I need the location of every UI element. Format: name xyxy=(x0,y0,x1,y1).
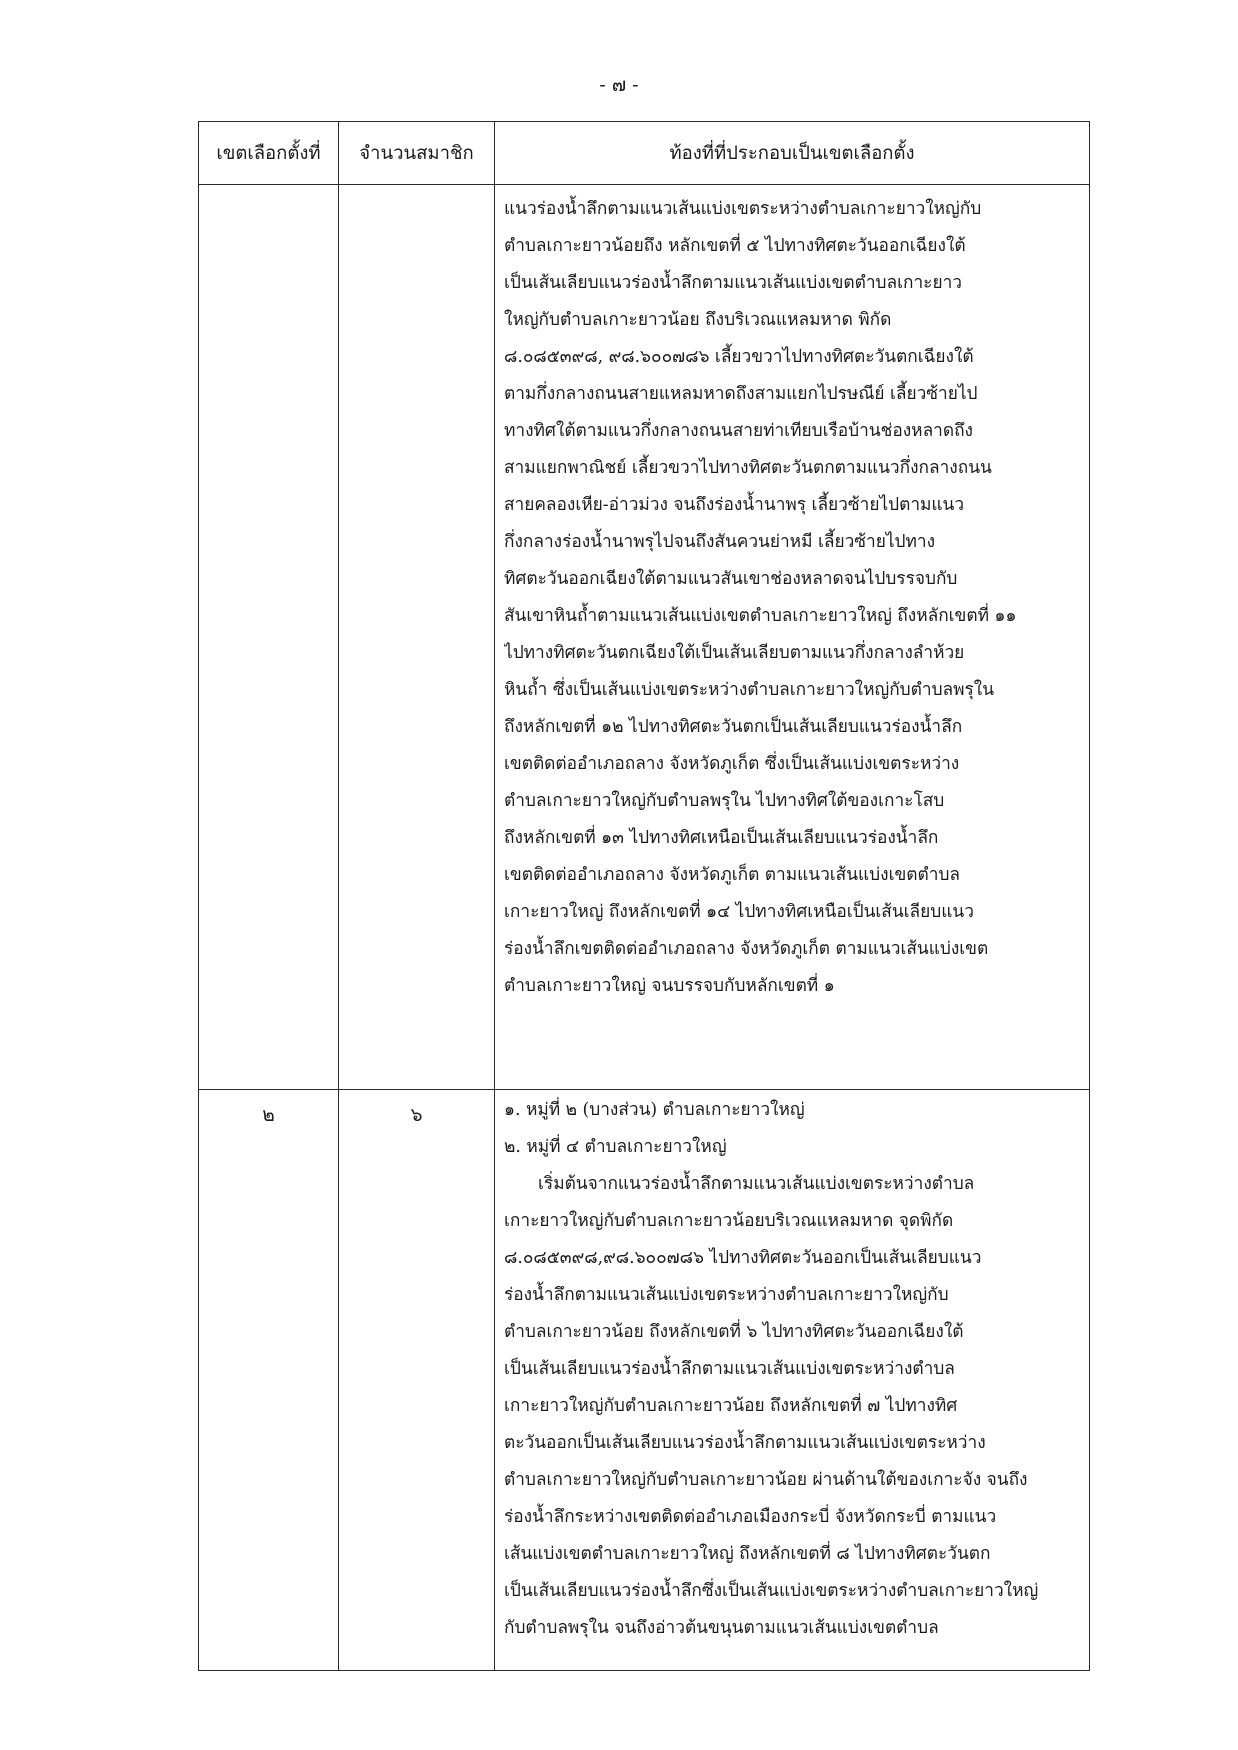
area-description-cell xyxy=(495,185,1090,1090)
description-line: ใหญ่กับตำบลเกาะยาวน้อย ถึงบริเวณแหลมหาด พิกัด xyxy=(504,310,892,330)
district-number-cell xyxy=(199,185,339,1090)
description-line: ไปทางทิศตะวันตกเฉียงใต้เป็นเส้นเลียบตามแนวกึ่งกลางลำห้วย xyxy=(504,643,965,663)
description-line: เกาะยาวใหญ่กับตำบลเกาะยาวน้อย ถึงหลักเขตที่ ๗ ไปทางทิศ xyxy=(504,1396,958,1416)
description-line: ตำบลเกาะยาวใหญ่ จนบรรจบกับหลักเขตที่ ๑ xyxy=(504,976,835,996)
description-line: ทิศตะวันออกเฉียงใต้ตามแนวสันเขาช่องหลาดจนไปบรรจบกับ xyxy=(504,569,958,589)
description-line: เขตติดต่ออำเภอถลาง จังหวัดภูเก็ต ตามแนวเส้นแบ่งเขตตำบล xyxy=(504,865,961,885)
header-member-count: จำนวนสมาชิก xyxy=(339,122,495,185)
description-line: ถึงหลักเขตที่ ๑๓ ไปทางทิศเหนือเป็นเส้นเลียบแนวร่องน้ำลึก xyxy=(504,828,939,848)
description-line: ๘.๐๘๕๓๙๘, ๙๘.๖๐๐๗๘๖ เลี้ยวขวาไปทางทิศตะวันตกเฉียงใต้ xyxy=(504,347,974,367)
description-line: เส้นแบ่งเขตตำบลเกาะยาวใหญ่ ถึงหลักเขตที่ ๘ ไปทางทิศตะวันตก xyxy=(504,1544,991,1564)
description-line: เกาะยาวใหญ่กับตำบลเกาะยาวน้อยบริเวณแหลมหาด จุดพิกัด xyxy=(504,1211,954,1231)
description-line: เป็นเส้นเลียบแนวร่องน้ำลึกตามแนวเส้นแบ่งเขตตำบลเกาะยาว xyxy=(504,273,962,293)
area-description-cell xyxy=(495,1090,1090,1671)
description-line: สายคลองเหีย-อ่าวม่วง จนถึงร่องน้ำนาพรุ เลี้ยวซ้ายไปตามแนว xyxy=(504,495,965,515)
description-line: ๘.๐๘๕๓๙๘,๙๘.๖๐๐๗๘๖ ไปทางทิศตะวันออกเป็นเส้นเลียบแนว xyxy=(504,1248,982,1268)
description-line: กึ่งกลางร่องน้ำนาพรุไปจนถึงสันควนย่าหมี เลี้ยวซ้ายไปทาง xyxy=(504,532,936,552)
description-line: สันเขาหินถ้ำตามแนวเส้นแบ่งเขตตำบลเกาะยาวใหญ่ ถึงหลักเขตที่ ๑๑ xyxy=(504,606,1017,626)
description-line: ร่องน้ำลึกระหว่างเขตติดต่ออำเภอเมืองกระบี่ จังหวัดกระบี่ ตามแนว xyxy=(504,1507,997,1527)
village-list-item: ๒. หมู่ที่ ๔ ตำบลเกาะยาวใหญ่ xyxy=(504,1137,727,1157)
member-count-cell: ๖ xyxy=(339,1090,495,1671)
description-line: ตำบลเกาะยาวใหญ่กับตำบลพรุใน ไปทางทิศใต้ของเกาะโสบ xyxy=(504,791,945,811)
description-line: เกาะยาวใหญ่ ถึงหลักเขตที่ ๑๔ ไปทางทิศเหนือเป็นเส้นเลียบแนว xyxy=(504,902,974,922)
description-line: ถึงหลักเขตที่ ๑๒ ไปทางทิศตะวันตกเป็นเส้นเลียบแนวร่องน้ำลึก xyxy=(504,717,963,737)
description-line: แนวร่องน้ำลึกตามแนวเส้นแบ่งเขตระหว่างตำบลเกาะยาวใหญ่กับ xyxy=(504,199,982,219)
district-number-cell: ๒ xyxy=(199,1090,339,1671)
description-line: ร่องน้ำลึกตามแนวเส้นแบ่งเขตระหว่างตำบลเกาะยาวใหญ่กับ xyxy=(504,1285,949,1305)
description-line: ทางทิศใต้ตามแนวกึ่งกลางถนนสายท่าเทียบเรือบ้านช่องหลาดถึง xyxy=(504,421,973,441)
table-header-row xyxy=(199,122,1090,185)
description-line: เริ่มต้นจากแนวร่องน้ำลึกตามแนวเส้นแบ่งเขตระหว่างตำบล xyxy=(538,1174,975,1194)
member-count-cell xyxy=(339,185,495,1090)
description-line: ตามกึ่งกลางถนนสายแหลมหาดถึงสามแยกไปรษณีย์ เลี้ยวซ้ายไป xyxy=(504,384,978,404)
description-line: สามแยกพาณิชย์ เลี้ยวขวาไปทางทิศตะวันตกตามแนวกึ่งกลางถนน xyxy=(504,458,992,478)
table-row xyxy=(199,1090,1090,1671)
description-line: ร่องน้ำลึกเขตติดต่ออำเภอถลาง จังหวัดภูเก็ต ตามแนวเส้นแบ่งเขต xyxy=(504,939,989,959)
page-number: - ๗ - xyxy=(599,74,639,96)
header-district-no: เขตเลือกตั้งที่ xyxy=(199,122,339,185)
description-line: ตะวันออกเป็นเส้นเลียบแนวร่องน้ำลึกตามแนวเส้นแบ่งเขตระหว่าง xyxy=(504,1433,986,1453)
electoral-district-table xyxy=(198,121,1090,1671)
village-list-item: ๑. หมู่ที่ ๒ (บางส่วน) ตำบลเกาะยาวใหญ่ xyxy=(504,1100,805,1120)
description-line: เป็นเส้นเลียบแนวร่องน้ำลึกตามแนวเส้นแบ่งเขตระหว่างตำบล xyxy=(504,1359,955,1379)
header-area-description: ท้องที่ที่ประกอบเป็นเขตเลือกตั้ง xyxy=(495,122,1090,185)
description-line: เขตติดต่ออำเภอถลาง จังหวัดภูเก็ต ซึ่งเป็นเส้นแบ่งเขตระหว่าง xyxy=(504,754,960,774)
description-line: ตำบลเกาะยาวน้อยถึง หลักเขตที่ ๕ ไปทางทิศตะวันออกเฉียงใต้ xyxy=(504,236,966,256)
table-row xyxy=(199,185,1090,1090)
description-line: เป็นเส้นเลียบแนวร่องน้ำลึกซึ่งเป็นเส้นแบ่งเขตระหว่างตำบลเกาะยาวใหญ่ xyxy=(504,1581,1039,1601)
description-line: ตำบลเกาะยาวใหญ่กับตำบลเกาะยาวน้อย ผ่านด้านใต้ของเกาะจัง จนถึง xyxy=(504,1470,1028,1490)
description-line: ตำบลเกาะยาวน้อย ถึงหลักเขตที่ ๖ ไปทางทิศตะวันออกเฉียงใต้ xyxy=(504,1322,964,1342)
description-line: กับตำบลพรุใน จนถึงอ่าวต้นขนุนตามแนวเส้นแบ่งเขตตำบล xyxy=(504,1618,939,1638)
description-line: หินถ้ำ ซึ่งเป็นเส้นแบ่งเขตระหว่างตำบลเกาะยาวใหญ่กับตำบลพรุใน xyxy=(504,680,995,700)
